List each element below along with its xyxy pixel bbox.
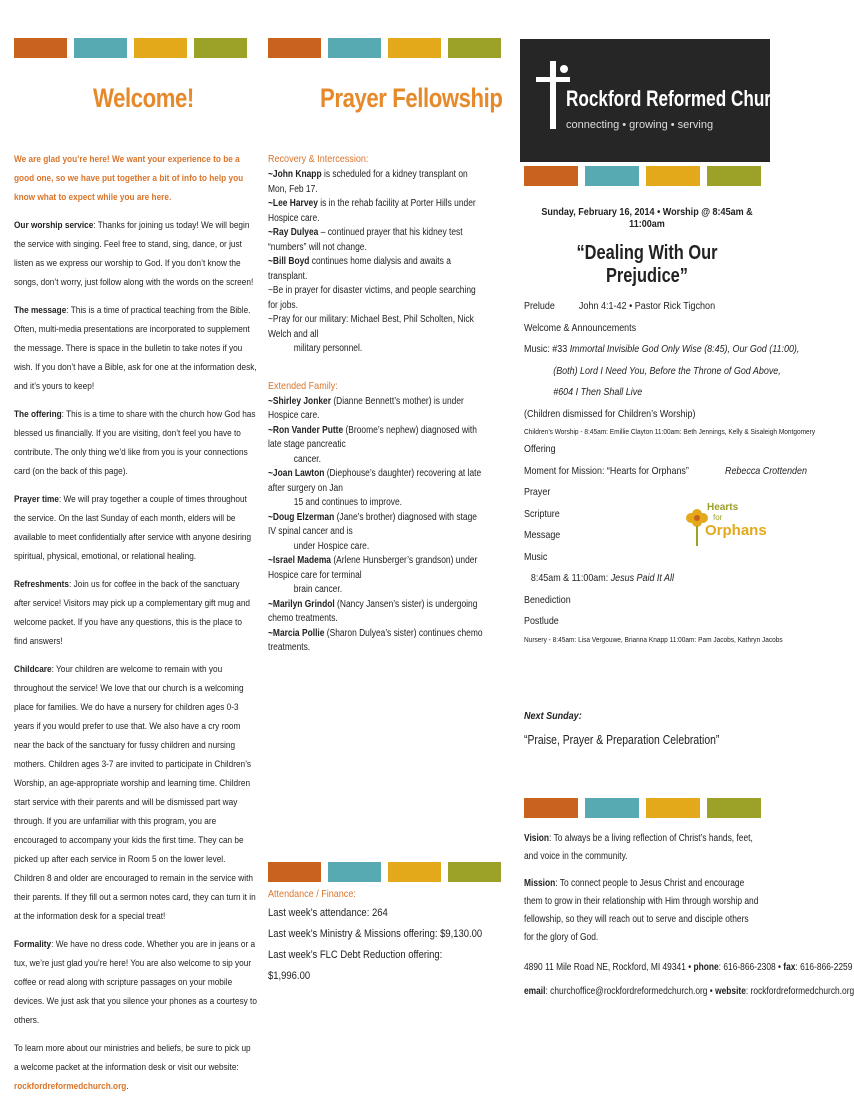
- mission-statement: Mission: To connect people to Jesus Christ and encourage them to grow in their relationship with Him through worship and fellowship, so they will reach out to serve and disciple others for the glory of God.: [524, 878, 759, 943]
- closing-paragraph: To learn more about our ministries and beliefs, be sure to pick up a welcome packet at the information desk or visit our website: rockfordreformedchurch.org.: [14, 1043, 251, 1092]
- left-color-bars: [14, 38, 247, 58]
- order-prelude: Prelude: [524, 301, 555, 312]
- welcome-item: Formality: We have no dress code. Whether you are in jeans or a tux, we’re just glad you’re here! You are also welcome to sip your coffee or read along with scripture passages on your mobile devices. We just ask that you silence your phones as a courtesy to others.: [14, 939, 257, 1026]
- prayer-item: ~Marcia Pollie (Sharon Dulyea’s sister) continues chemo treatments.: [268, 627, 483, 653]
- right-color-bars-top: [524, 166, 761, 186]
- welcome-item: Refreshments: Join us for coffee in the back of the sanctuary after service! Visitors may pick up a complementary gift mug and welcome packet. If you have any questions, this is the place to find answers!: [14, 579, 251, 647]
- order-offering: Offering: [524, 444, 556, 455]
- next-sunday-label: Next Sunday:: [524, 710, 582, 722]
- order-music-1-line2: (Both) Lord I Need You, Before the Throne of God Above,: [553, 365, 781, 377]
- hearts-logo-line2: for: [713, 513, 723, 522]
- order-nursery: Nursery - 8:45am: Lisa Vergouwe, Brianna Knapp 11:00am: Pam Jacobs, Kathryn Jacobs: [524, 634, 783, 644]
- prayer-item: ~Bill Boyd continues home dialysis and awaits a transplant.: [268, 256, 451, 282]
- prayer-item: ~Israel Madema (Arlene Hunsberger’s grandson) under Hospice care for terminal brain cancer.: [268, 555, 478, 595]
- order-moment: Moment for Mission: “Hearts for Orphans” Rebecca Crottenden: [524, 465, 807, 477]
- extended-list: [268, 395, 483, 656]
- logo-tagline: connecting • growing • serving: [566, 119, 714, 131]
- attendance-line: Last week’s attendance: 264: [268, 907, 388, 919]
- prayer-item: ~Lee Harvey is in the rehab facility at Porter Hills under Hospice care.: [268, 198, 476, 224]
- order-benediction: Benediction: [524, 594, 571, 606]
- church-logo: [520, 39, 792, 162]
- hearts-logo-line1: Hearts: [707, 502, 739, 513]
- vision-statement: Vision: To always be a living reflection of Christ’s hands, feet, and voice in the community.: [524, 833, 753, 862]
- order-scripture: Scripture: [524, 508, 560, 520]
- prayer-fellowship-title: Prayer Fellowship: [320, 83, 503, 113]
- prayer-item: ~Be in prayer for disaster victims, and people searching for jobs.: [268, 285, 476, 311]
- website-link[interactable]: rockfordreformedchurch.org: [14, 1081, 127, 1092]
- logo-church-name: Rockford Reformed Church: [566, 86, 792, 111]
- recovery-heading: Recovery & Intercession:: [268, 153, 369, 165]
- attendance-line: Last week’s FLC Debt Reduction offering: $1,996.00: [268, 949, 443, 982]
- prayer-item: ~Doug Elzerman (Jane’s brother) diagnosed with stage IV spinal cancer and is under Hospice care.: [268, 511, 477, 552]
- contact-email-web: email: churchoffice@rockfordreformedchurch.org • website: rockfordreformedchurch.org: [524, 986, 854, 997]
- next-sunday-title: “Praise, Prayer & Preparation Celebration”: [524, 732, 720, 747]
- welcome-body: [14, 150, 257, 1096]
- extended-heading: Extended Family:: [268, 379, 338, 392]
- middle-color-bars: [268, 38, 501, 58]
- order-music-1: Music: #33 Immortal Invisible God Only Wise (8:45), Our God (11:00),: [524, 344, 800, 355]
- prayer-item: ~Shirley Jonker (Dianne Bennett’s mother) is under Hospice care.: [268, 395, 464, 421]
- service-line: Sunday, February 16, 2014 • Worship @ 8:45am & 11:00am: [541, 206, 753, 230]
- vision-mission: [524, 830, 854, 1001]
- attendance-heading: Attendance / Finance:: [268, 888, 356, 900]
- hearts-for-orphans-logo: [683, 502, 767, 550]
- recovery-list: [268, 168, 483, 357]
- welcome-item: The offering: This is a time to share with the church how God has blessed us financially. If you are visiting, don’t feel you have to contribute. The only thing we’d like from you is your connections card (on the back of this page).: [14, 409, 256, 477]
- order-music-1-line3: #604 I Then Shall Live: [553, 387, 643, 398]
- next-sunday: [524, 710, 770, 747]
- email-link[interactable]: : churchoffice@rockfordreformedchurch.org •: [545, 986, 716, 997]
- order-music-2: Music: [524, 551, 548, 563]
- attendance-section: [268, 885, 483, 987]
- welcome-items: [14, 216, 257, 1030]
- sermon-reference: John 4:1-42 • Pastor Rick Tigchon: [578, 300, 716, 312]
- right-color-bars-bottom: [524, 798, 761, 818]
- welcome-item: Childcare: Your children are welcome to remain with you throughout the service! We love that our church is a welcoming place for families. We do have a nursery for children ages 0-3 years if you would prefer to use that. We also have a cry room near the back of the sanctuary for fussy children and nursing mothers. Children ages 3-7 are invited to participate in Children’s Worship, an age-appropriate worship and learning time. Children start service with their parents and will be dismissed part way through. If you are unfamiliar with this program, you are encouraged to accompany your kids the first time. They can be picked up after each service in Room 5 on the lower level. Children 8 and older are encouraged to remain in the service with their parents. If they fill out a sermon notes card, they can turn it in at the information desk for a special treat!: [14, 664, 256, 922]
- order-message: Message: [524, 530, 561, 541]
- welcome-title: Welcome!: [93, 83, 194, 113]
- church-website-link[interactable]: : rockfordreformedchurch.org: [745, 986, 854, 997]
- attendance-line: Last week’s Ministry & Missions offering: $9,130.00: [268, 928, 483, 940]
- prayer-item: ~John Knapp is scheduled for a kidney transplant on Mon, Feb 17.: [268, 169, 468, 195]
- welcome-item: The message: This is a time of practical teaching from the Bible. Often, multi-media presentations are incorporated to supplement the message. There is space in the bulletin to take notes if you wish. If you don’t have a Bible, ask for one at the information desk, and it’s yours to keep!: [14, 305, 257, 392]
- order-children-note: Children’s Worship - 8:45am: Emillie Clayton 11:00am: Beth Jennings, Kelly & Sisaleigh Montgomery: [524, 427, 816, 436]
- order-prayer: Prayer: [524, 487, 551, 498]
- order-music-2-detail: 8:45am & 11:00am: Jesus Paid It All: [530, 573, 674, 584]
- prayer-item: ~Ron Vander Putte (Broome’s nephew) diagnosed with late stage pancreatic cancer.: [268, 424, 477, 465]
- sermon-title: “Dealing With Our Prejudice”: [576, 242, 718, 287]
- moment-person: Rebecca Crottenden: [724, 465, 807, 477]
- attendance-list: [268, 903, 483, 987]
- welcome-lede: We are glad you’re here! We want your experience to be a good one, so we have put together a bit of info to help you know what to expect while you are here.: [14, 154, 244, 203]
- order-welcome: Welcome & Announcements: [524, 322, 637, 334]
- prayer-item: ~Pray for our military: Michael Best, Phil Scholten, Nick Welch and all military personnel.: [268, 314, 474, 354]
- welcome-item: Prayer time: We will pray together a couple of times throughout the service. On the last Sunday of each month, elders will be available to meet confidentially after service with anyone desiring spiritual, physical, emotional, or relational healing.: [14, 494, 252, 562]
- order-of-worship: [524, 296, 816, 647]
- order-children: (Children dismissed for Children’s Worship): [524, 408, 696, 420]
- middle-color-bars-bottom: [268, 862, 501, 882]
- hearts-logo-line3: Orphans: [705, 522, 767, 539]
- prayer-body: [268, 150, 483, 656]
- prayer-item: ~Ray Dulyea – continued prayer that his kidney test “numbers” will not change.: [268, 227, 463, 253]
- order-postlude: Postlude: [524, 616, 559, 627]
- welcome-item: Our worship service: Thanks for joining us today! We will begin the service with singing. Feel free to stand, sing, dance, or just listen as we express our worship to God. If you don’t know the songs, don’t worry, just follow along with the words on the screen!: [14, 220, 254, 288]
- prayer-item: ~Marilyn Grindol (Nancy Jansen’s sister) is undergoing chemo treatments.: [268, 598, 478, 624]
- prayer-item: ~Joan Lawton (Diephouse’s daughter) recovering at late after surgery on Jan 15 and continues to improve.: [268, 468, 482, 508]
- contact-address: 4890 11 Mile Road NE, Rockford, MI 49341 • phone: 616-866-2308 • fax: 616-866-2259: [524, 962, 853, 973]
